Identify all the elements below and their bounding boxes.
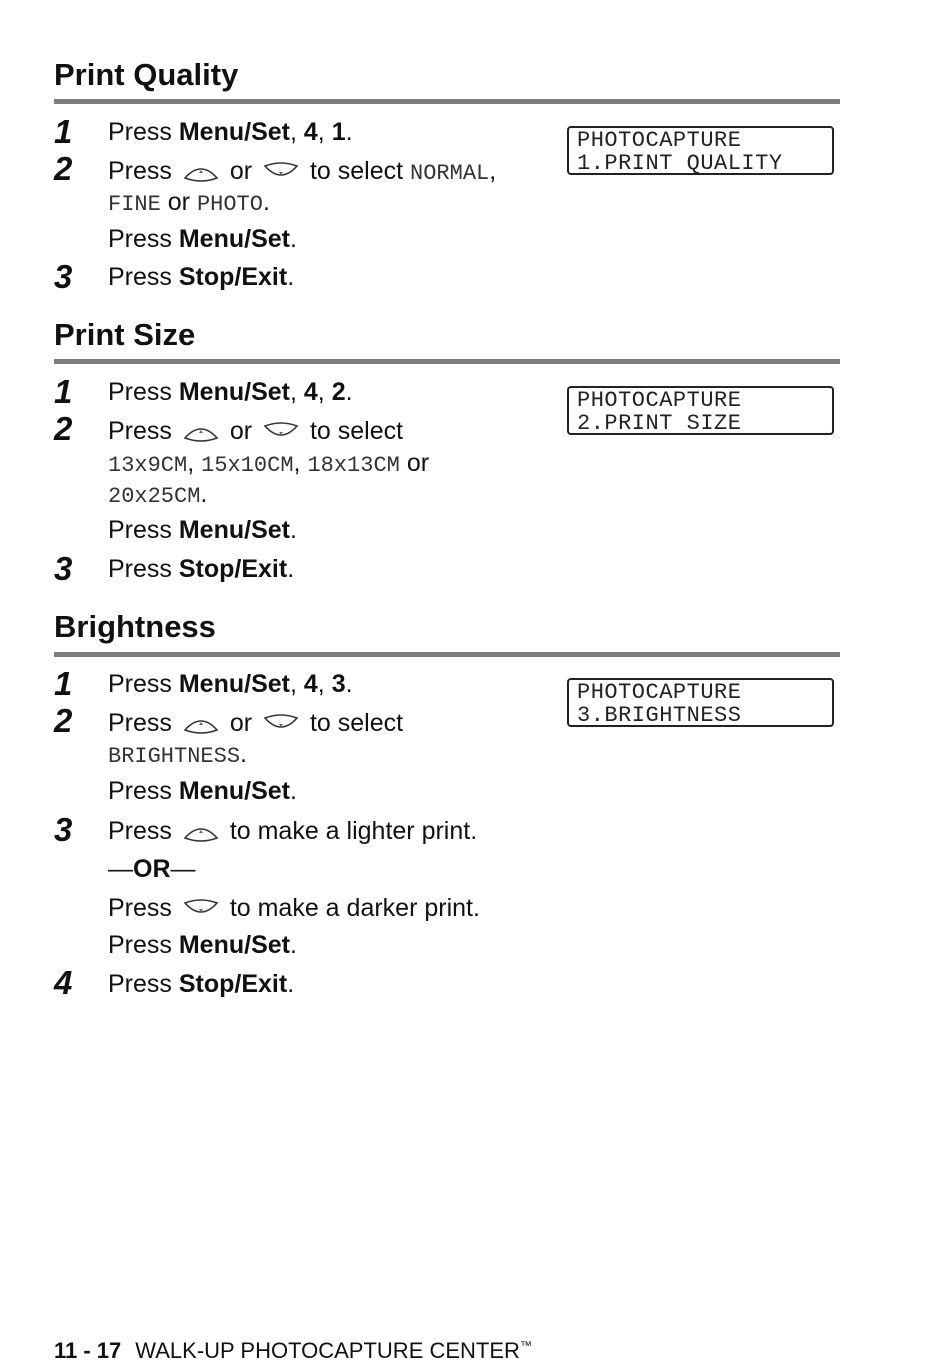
- step-text: Press or to select: [108, 709, 404, 737]
- page-number: 11 - 17: [54, 1338, 122, 1363]
- step-text: Press Stop/Exit.: [108, 263, 295, 291]
- lcd-display: PHOTOCAPTURE 2.PRINT SIZE: [567, 386, 834, 435]
- step-number: 1: [54, 373, 73, 410]
- step-text: Press Menu/Set, 4, 2.: [108, 378, 353, 406]
- step-text: Press Stop/Exit.: [108, 555, 295, 583]
- page-footer: [54, 1338, 532, 1364]
- down-arrow-button-icon: [263, 713, 299, 735]
- step-text: Press or to select: [108, 417, 404, 445]
- step-text: Press Menu/Set, 4, 1.: [108, 118, 353, 146]
- section-title: Brightness: [54, 609, 216, 644]
- step-number: 3: [54, 811, 73, 848]
- step-text: 13x9CM, 15x10CM, 18x13CM or: [108, 449, 430, 478]
- step-text: Press Stop/Exit.: [108, 970, 295, 998]
- section-divider: [54, 99, 840, 104]
- step-text: FINE or PHOTO.: [108, 188, 270, 217]
- step-number: 2: [54, 150, 73, 187]
- step-number: 3: [54, 550, 73, 587]
- down-arrow-button-icon: [263, 161, 299, 183]
- step-number: 2: [54, 410, 73, 447]
- up-arrow-button-icon: [183, 821, 219, 843]
- step-text: Press Menu/Set.: [108, 516, 297, 544]
- or-separator: —OR—: [108, 855, 196, 883]
- up-arrow-button-icon: [183, 161, 219, 183]
- chapter-title: WALK-UP PHOTOCAPTURE CENTER: [135, 1338, 520, 1363]
- lcd-display: PHOTOCAPTURE 1.PRINT QUALITY: [567, 126, 834, 175]
- section-print-quality: [54, 56, 840, 296]
- step-text: Press to make a darker print.: [108, 894, 480, 922]
- down-arrow-button-icon: [263, 421, 299, 443]
- step-number: 3: [54, 258, 73, 295]
- step-text: Press or to select NORMAL,: [108, 157, 497, 186]
- up-arrow-button-icon: [183, 713, 219, 735]
- step-text: Press Menu/Set.: [108, 931, 297, 959]
- step-text: Press Menu/Set.: [108, 777, 297, 805]
- down-arrow-button-icon: [183, 898, 219, 920]
- step-text: Press Menu/Set.: [108, 225, 297, 253]
- lcd-display: PHOTOCAPTURE 3.BRIGHTNESS: [567, 678, 834, 727]
- section-print-size: [54, 316, 840, 596]
- step-text: 20x25CM.: [108, 480, 208, 509]
- section-title: Print Quality: [54, 57, 239, 92]
- section-divider: [54, 359, 840, 364]
- up-arrow-button-icon: [183, 421, 219, 443]
- step-number: 1: [54, 113, 73, 150]
- trademark: ™: [519, 1338, 532, 1353]
- step-number: 2: [54, 702, 73, 739]
- step-text: BRIGHTNESS.: [108, 740, 247, 769]
- step-number: 1: [54, 665, 73, 702]
- step-text: Press Menu/Set, 4, 3.: [108, 670, 353, 698]
- step-text: Press to make a lighter print.: [108, 817, 478, 845]
- section-brightness: [54, 608, 840, 1008]
- section-title: Print Size: [54, 317, 196, 352]
- section-divider: [54, 652, 840, 657]
- step-number: 4: [54, 964, 73, 1001]
